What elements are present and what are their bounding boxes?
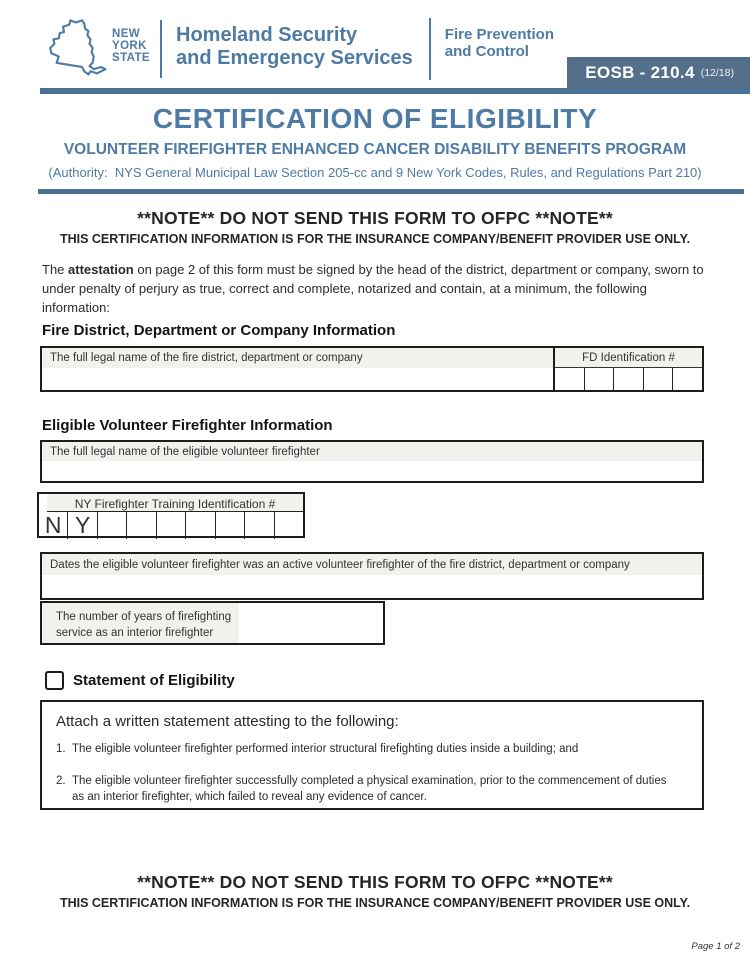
note-line2: THIS CERTIFICATION INFORMATION IS FOR THE INSURANCE COMPANY/BENEFIT PROVIDER USE ONLY.	[59, 896, 691, 910]
page-number: Page 1 of 2	[691, 941, 740, 952]
item-text: The eligible volunteer firefighter performed interior structural firefighting duties inside a building; and	[72, 743, 579, 755]
fd-id-cell-3[interactable]	[613, 368, 643, 390]
division-line2: and Control	[444, 43, 529, 60]
form-number: EOSB - 210.4	[585, 62, 695, 82]
training-id-cell-5[interactable]	[156, 512, 185, 539]
fire-district-heading: Fire District, Department or Company Information	[42, 322, 396, 339]
fire-district-name-input[interactable]	[42, 368, 553, 390]
fd-id-cell-2[interactable]	[584, 368, 614, 390]
fd-identification-cells	[555, 368, 702, 390]
agency-line2: and Emergency Services	[176, 47, 413, 69]
fd-identification-label: FD Identification #	[555, 348, 702, 368]
logo-divider	[160, 20, 162, 78]
years-of-service-field	[40, 601, 385, 645]
form-revision: (12/18)	[700, 66, 734, 79]
training-id-label: NY Firefighter Training Identification #	[47, 494, 303, 512]
firefighter-name-field	[40, 440, 704, 483]
note-bottom	[0, 872, 750, 910]
statement-item-2	[56, 773, 688, 806]
firefighter-name-label: The full legal name of the eligible volunteer firefighter	[42, 442, 702, 461]
fire-district-name-field	[42, 348, 553, 390]
training-id-cell-4[interactable]	[126, 512, 155, 539]
note-line1: **NOTE** DO NOT SEND THIS FORM TO OFPC **NOTE**	[137, 872, 613, 892]
new-york-state-outline-icon	[46, 16, 116, 82]
attestation-paragraph	[42, 261, 714, 318]
division-line1: Fire Prevention	[444, 26, 554, 43]
training-id-cell-9[interactable]	[274, 512, 303, 539]
firefighter-heading: Eligible Volunteer Firefighter Information	[42, 417, 333, 434]
note-top	[0, 208, 750, 246]
statement-item-1	[56, 741, 688, 758]
header-rule	[40, 88, 750, 94]
agency-line1: Homeland Security	[176, 24, 358, 46]
active-dates-field	[40, 552, 704, 600]
page-title: CERTIFICATION OF ELIGIBILITY	[152, 103, 598, 134]
fd-id-cell-4[interactable]	[643, 368, 673, 390]
years-of-service-label: The number of years of firefighting service as an interior firefighter	[42, 603, 239, 643]
agency-logo	[46, 14, 554, 82]
training-id-cell-3[interactable]	[97, 512, 126, 539]
training-id-cells	[39, 512, 303, 539]
active-dates-input[interactable]	[42, 575, 702, 598]
training-id-cell-2[interactable]: Y	[67, 512, 96, 539]
item-text: The eligible volunteer firefighter successfully completed a physical examination, prior to the commencement of duties as an interior firefighter, which failed to reveal any evidence of cancer.	[72, 774, 667, 804]
training-id-cell-7[interactable]	[215, 512, 244, 539]
agency-name	[176, 24, 413, 70]
item-number: 1.	[56, 743, 66, 755]
active-dates-label: Dates the eligible volunteer firefighter was an active volunteer firefighter of the fire district, department or company	[42, 554, 702, 575]
statement-box	[40, 700, 704, 810]
statement-box-title: Attach a written statement attesting to the following:	[56, 713, 399, 730]
authority-line: (Authority: NYS General Municipal Law Section 205-cc and 9 New York Codes, Rules, and Regulations Part 210)	[48, 165, 702, 180]
firefighter-name-input[interactable]	[42, 461, 702, 481]
statement-heading-row	[45, 671, 235, 690]
training-id-cell-1[interactable]: N	[44, 512, 62, 538]
division-name	[445, 26, 554, 60]
fd-id-cell-5[interactable]	[672, 368, 702, 390]
statement-heading: Statement of Eligibility	[73, 672, 235, 689]
training-id-cell-8[interactable]	[244, 512, 273, 539]
intro-bold-word: attestation	[68, 262, 134, 277]
intro-rest: on page 2 of this form must be signed by the head of the district, department or company, sworn to under penalty of perjury as true, correct and complete, notarized and contain, at a minimum, the following information:	[42, 262, 704, 315]
title-rule	[38, 189, 744, 194]
fire-district-name-label: The full legal name of the fire district, department or company	[42, 348, 553, 368]
statement-checkbox[interactable]	[45, 671, 64, 690]
fd-id-cell-1[interactable]	[555, 368, 584, 390]
note-line1: **NOTE** DO NOT SEND THIS FORM TO OFPC **NOTE**	[137, 208, 613, 228]
state-name-text: NEW YORK STATE	[112, 28, 150, 64]
item-number: 2.	[56, 774, 66, 787]
fd-identification-field	[553, 348, 702, 390]
training-id-cell-6[interactable]	[185, 512, 214, 539]
form-number-badge	[567, 57, 750, 88]
note-line2: THIS CERTIFICATION INFORMATION IS FOR THE INSURANCE COMPANY/BENEFIT PROVIDER USE ONLY.	[59, 232, 691, 246]
logo-divider	[429, 18, 431, 80]
fire-district-box	[40, 346, 704, 392]
years-of-service-input[interactable]	[239, 603, 383, 643]
intro-prefix: The	[42, 262, 69, 277]
program-subtitle: VOLUNTEER FIREFIGHTER ENHANCED CANCER DISABILITY BENEFITS PROGRAM	[63, 141, 687, 158]
training-id-field	[37, 492, 305, 538]
